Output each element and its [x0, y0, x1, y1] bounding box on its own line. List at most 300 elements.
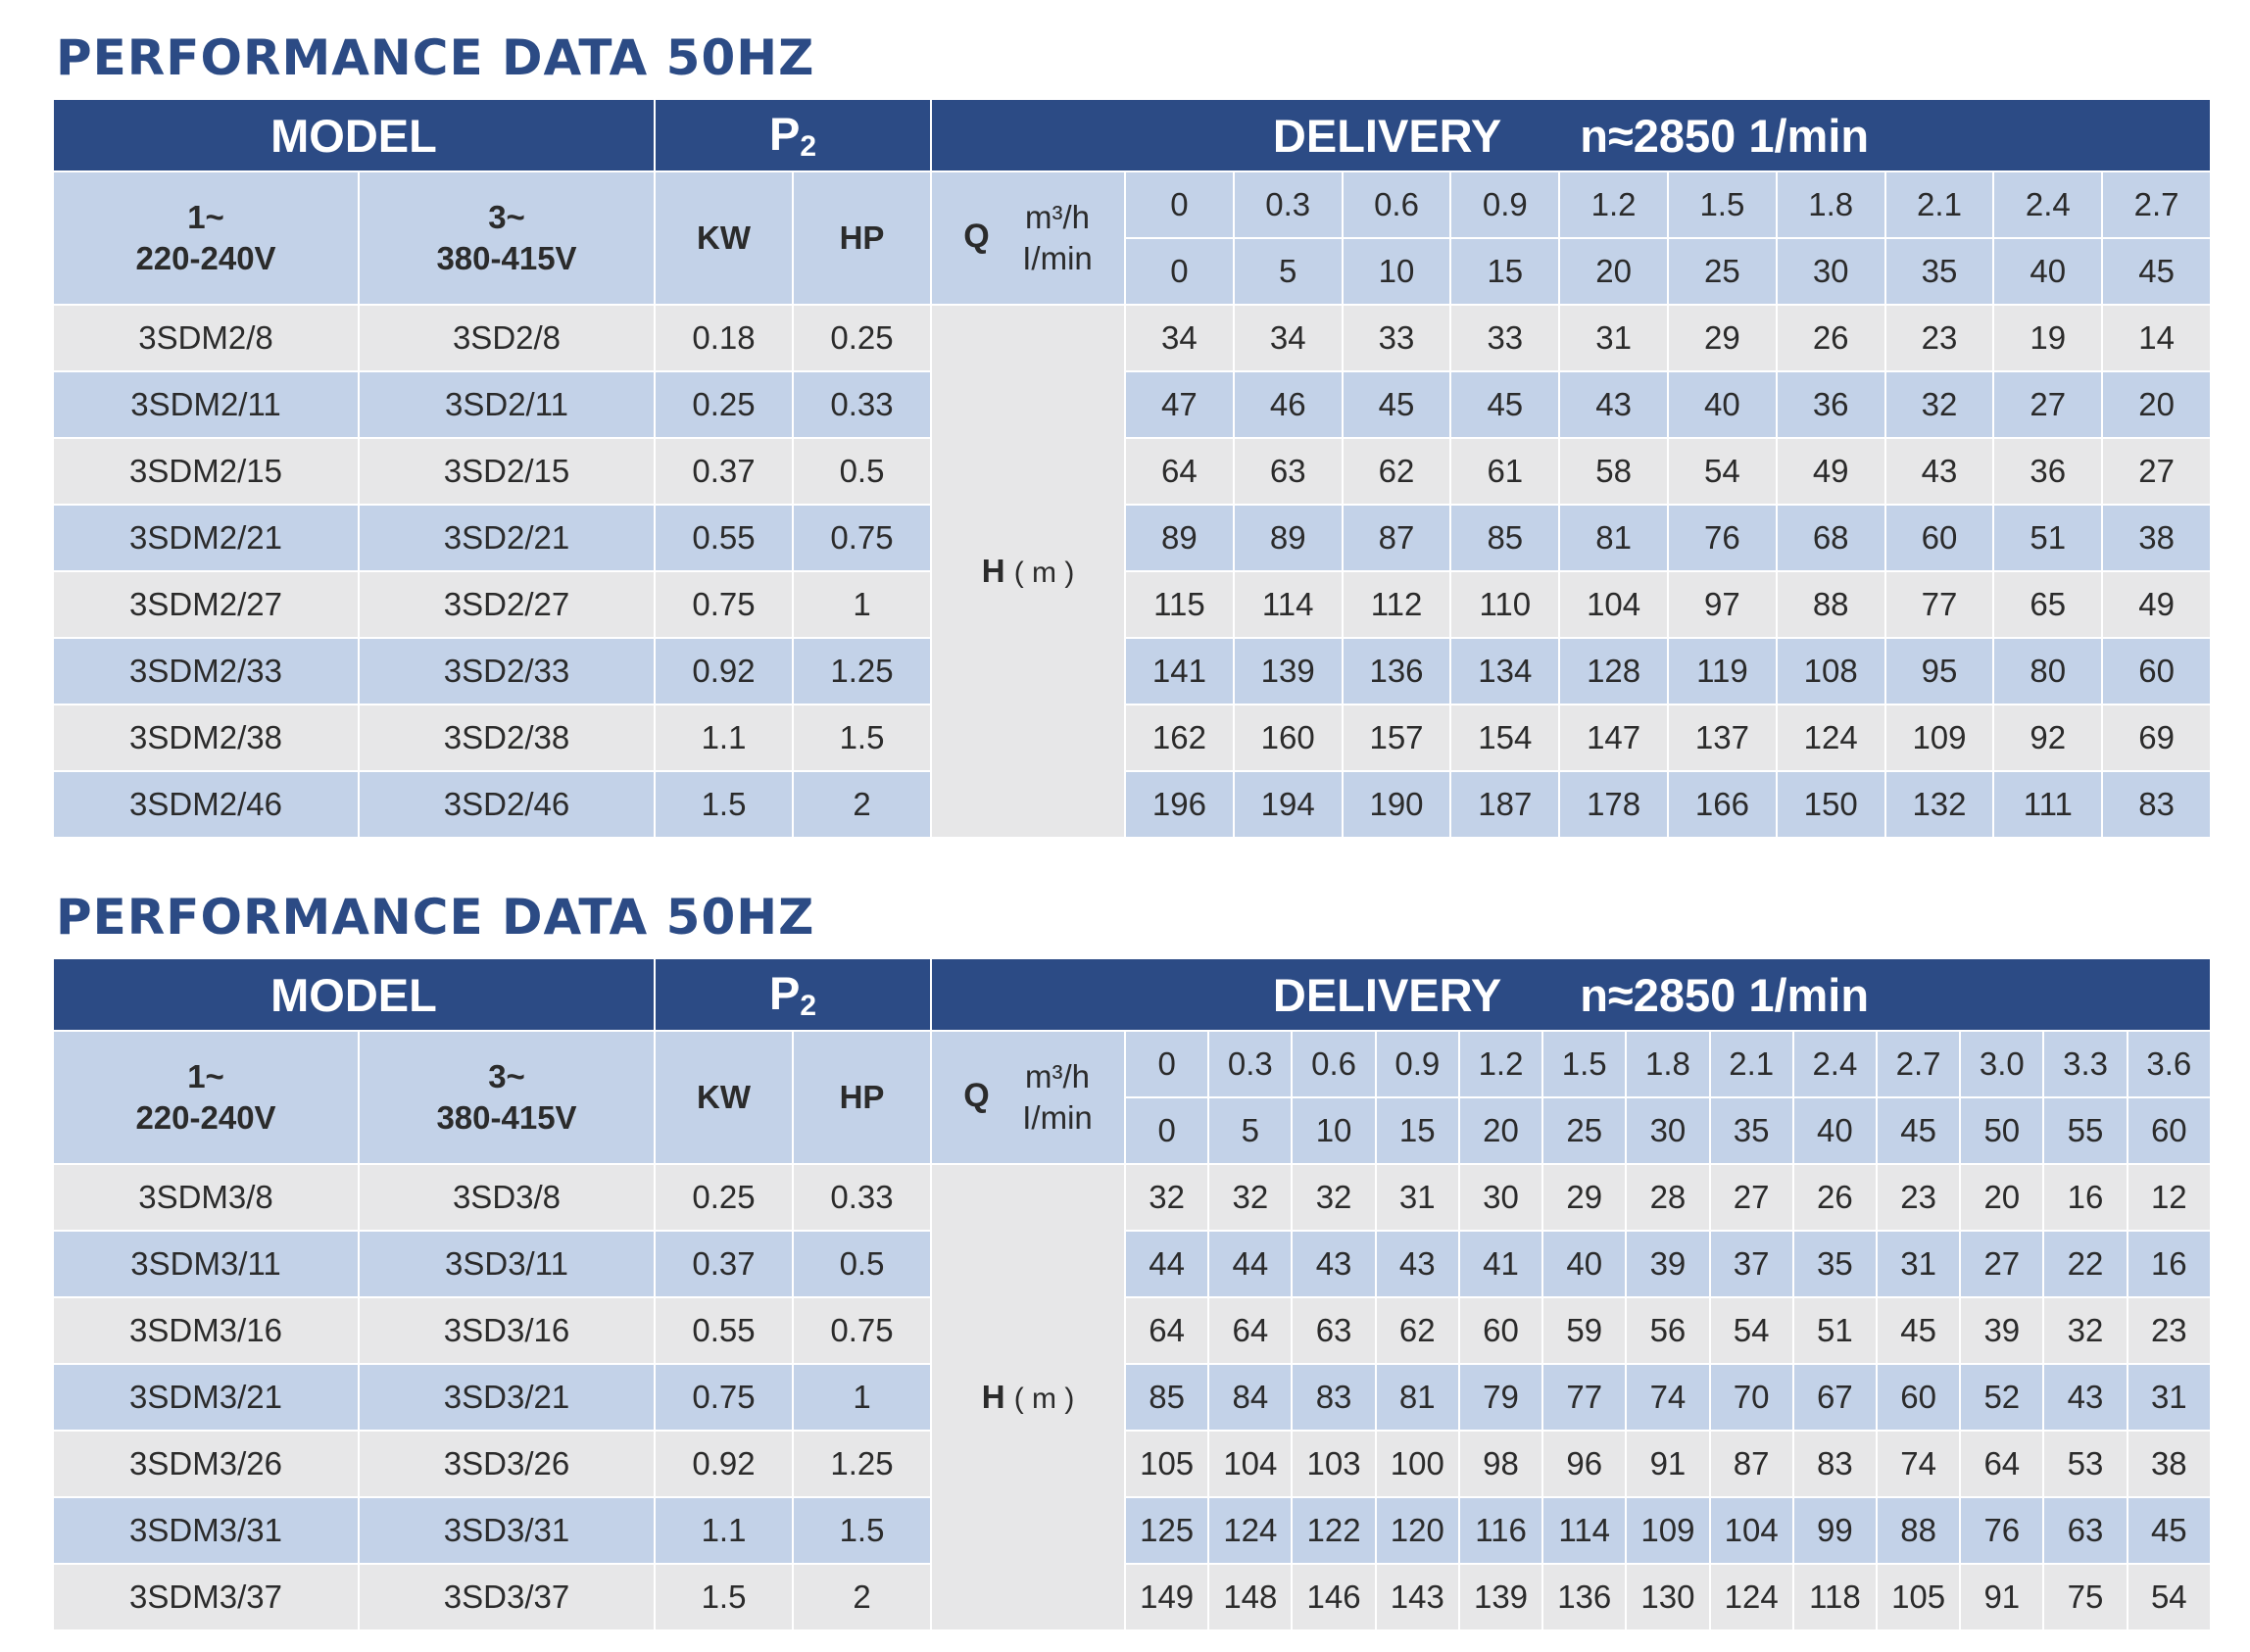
q-m3h-cell: 0.6	[1292, 1031, 1375, 1097]
kw-cell: 0.92	[655, 638, 793, 705]
head-value-cell: 60	[2102, 638, 2211, 705]
delivery-header	[931, 99, 2211, 171]
q-m3h-cell: 2.4	[1793, 1031, 1877, 1097]
table-row	[53, 438, 2211, 505]
kw-cell: 0.55	[655, 505, 793, 571]
kw-cell: 0.25	[655, 371, 793, 438]
head-value-cell: 41	[1459, 1231, 1542, 1297]
head-value-cell: 116	[1459, 1497, 1542, 1564]
performance-section-1	[52, 18, 2210, 839]
performance-table	[52, 957, 2212, 1631]
q-m3h-row	[53, 1031, 2211, 1097]
head-value-cell: 124	[1777, 705, 1885, 771]
head-value-cell: 58	[1559, 438, 1668, 505]
three-phase-model-cell: 3SD2/15	[359, 438, 655, 505]
head-value-cell: 143	[1376, 1564, 1459, 1630]
head-value-cell: 54	[2128, 1564, 2211, 1630]
head-value-cell: 51	[1793, 1297, 1877, 1364]
table-row	[53, 571, 2211, 638]
head-value-cell: 109	[1885, 705, 1994, 771]
performance-section-2	[52, 877, 2210, 1631]
head-value-cell: 32	[1125, 1164, 1208, 1231]
head-value-cell: 40	[1542, 1231, 1626, 1297]
single-phase-model-cell: 3SDM3/31	[53, 1497, 359, 1564]
head-value-cell: 67	[1793, 1364, 1877, 1431]
hp-cell: 1.5	[793, 705, 931, 771]
head-value-cell: 59	[1542, 1297, 1626, 1364]
q-lmin-cell: 5	[1208, 1097, 1292, 1164]
q-lmin-cell: 5	[1234, 238, 1343, 305]
section-title: PERFORMANCE DATA 50HZ	[56, 889, 815, 946]
q-m3h-cell: 0.9	[1450, 171, 1559, 238]
head-value-cell: 80	[1993, 638, 2102, 705]
head-value-cell: 110	[1450, 571, 1559, 638]
head-value-cell: 69	[2102, 705, 2211, 771]
speed-label: n≈2850 1/min	[1580, 109, 1870, 162]
section-title: PERFORMANCE DATA 50HZ	[56, 29, 815, 86]
single-phase-model-cell: 3SDM3/37	[53, 1564, 359, 1630]
head-value-cell: 20	[2102, 371, 2211, 438]
q-lmin-cell: 50	[1960, 1097, 2043, 1164]
head-value-cell: 35	[1793, 1231, 1877, 1297]
head-value-cell: 196	[1125, 771, 1234, 838]
q-m3h-cell: 3.0	[1960, 1031, 2043, 1097]
head-value-cell: 34	[1125, 305, 1234, 371]
table-row	[53, 1431, 2211, 1497]
three-phase-model-cell: 3SD3/31	[359, 1497, 655, 1564]
q-m3h-cell: 3.6	[2128, 1031, 2211, 1097]
hp-cell: 1.5	[793, 1497, 931, 1564]
q-header: Q m³/h I/min	[931, 1031, 1125, 1164]
q-lmin-cell: 20	[1559, 238, 1668, 305]
head-value-cell: 85	[1125, 1364, 1208, 1431]
single-phase-model-cell: 3SDM2/46	[53, 771, 359, 838]
head-value-cell: 60	[1459, 1297, 1542, 1364]
head-value-cell: 63	[2043, 1497, 2127, 1564]
head-value-cell: 91	[1960, 1564, 2043, 1630]
single-phase-model-cell: 3SDM2/8	[53, 305, 359, 371]
head-value-cell: 128	[1559, 638, 1668, 705]
table-body	[53, 958, 2211, 1630]
head-value-cell: 43	[1376, 1231, 1459, 1297]
head-value-cell: 74	[1877, 1431, 1960, 1497]
head-value-cell: 61	[1450, 438, 1559, 505]
head-value-cell: 56	[1626, 1297, 1709, 1364]
h-label-cell	[931, 1164, 1125, 1630]
q-lmin-cell: 40	[1993, 238, 2102, 305]
model-header: MODEL	[53, 99, 655, 171]
head-value-cell: 137	[1668, 705, 1777, 771]
head-value-cell: 77	[1542, 1364, 1626, 1431]
head-value-cell: 125	[1125, 1497, 1208, 1564]
head-value-cell: 105	[1125, 1431, 1208, 1497]
q-m3h-cell: 2.4	[1993, 171, 2102, 238]
head-value-cell: 104	[1710, 1497, 1793, 1564]
speed-label: n≈2850 1/min	[1580, 968, 1870, 1021]
q-m3h-cell: 0.6	[1343, 171, 1451, 238]
head-value-cell: 49	[1777, 438, 1885, 505]
q-m3h-cell: 1.8	[1626, 1031, 1709, 1097]
head-value-cell: 124	[1710, 1564, 1793, 1630]
q-lmin-cell: 40	[1793, 1097, 1877, 1164]
head-value-cell: 44	[1208, 1231, 1292, 1297]
head-value-cell: 43	[1292, 1231, 1375, 1297]
kw-cell: 0.75	[655, 1364, 793, 1431]
head-value-cell: 76	[1960, 1497, 2043, 1564]
single-phase-model-cell: 3SDM3/11	[53, 1231, 359, 1297]
head-value-cell: 187	[1450, 771, 1559, 838]
head-value-cell: 70	[1710, 1364, 1793, 1431]
head-value-cell: 19	[1993, 305, 2102, 371]
performance-table	[52, 98, 2212, 839]
head-value-cell: 23	[1877, 1164, 1960, 1231]
single-phase-model-cell: 3SDM2/15	[53, 438, 359, 505]
head-value-cell: 39	[1960, 1297, 2043, 1364]
head-value-cell: 33	[1343, 305, 1451, 371]
q-lmin-cell: 20	[1459, 1097, 1542, 1164]
three-phase-model-cell: 3SD3/16	[359, 1297, 655, 1364]
head-value-cell: 26	[1777, 305, 1885, 371]
head-value-cell: 150	[1777, 771, 1885, 838]
q-m3h-cell: 0	[1125, 171, 1234, 238]
head-value-cell: 64	[1125, 1297, 1208, 1364]
head-value-cell: 38	[2128, 1431, 2211, 1497]
head-value-cell: 160	[1234, 705, 1343, 771]
q-m3h-cell: 0	[1125, 1031, 1208, 1097]
delivery-label: DELIVERY	[1272, 109, 1502, 162]
single-phase-model-cell: 3SDM3/21	[53, 1364, 359, 1431]
head-value-cell: 100	[1376, 1431, 1459, 1497]
head-value-cell: 20	[1960, 1164, 2043, 1231]
head-value-cell: 136	[1542, 1564, 1626, 1630]
q-lmin-cell: 45	[1877, 1097, 1960, 1164]
three-phase-model-cell: 3SD3/37	[359, 1564, 655, 1630]
head-value-cell: 89	[1125, 505, 1234, 571]
h-unit: ( m )	[1013, 557, 1075, 589]
head-value-cell: 104	[1208, 1431, 1292, 1497]
head-value-cell: 112	[1343, 571, 1451, 638]
head-value-cell: 43	[1559, 371, 1668, 438]
head-value-cell: 27	[1960, 1231, 2043, 1297]
head-value-cell: 89	[1234, 505, 1343, 571]
q-lmin-cell: 0	[1125, 238, 1234, 305]
q-m3h-cell: 3.3	[2043, 1031, 2127, 1097]
head-value-cell: 83	[1292, 1364, 1375, 1431]
q-lmin-cell: 30	[1626, 1097, 1709, 1164]
hp-header: HP	[793, 171, 931, 305]
q-lmin-cell: 30	[1777, 238, 1885, 305]
head-value-cell: 79	[1459, 1364, 1542, 1431]
single-phase-model-cell: 3SDM2/33	[53, 638, 359, 705]
head-value-cell: 23	[2128, 1297, 2211, 1364]
head-value-cell: 75	[2043, 1564, 2127, 1630]
head-value-cell: 194	[1234, 771, 1343, 838]
table-body	[53, 99, 2211, 838]
head-value-cell: 115	[1125, 571, 1234, 638]
head-value-cell: 149	[1125, 1564, 1208, 1630]
head-value-cell: 62	[1376, 1297, 1459, 1364]
head-value-cell: 124	[1208, 1497, 1292, 1564]
single-phase-model-cell: 3SDM3/16	[53, 1297, 359, 1364]
head-value-cell: 39	[1626, 1231, 1709, 1297]
head-value-cell: 47	[1125, 371, 1234, 438]
q-m3h-cell: 1.5	[1542, 1031, 1626, 1097]
kw-cell: 0.55	[655, 1297, 793, 1364]
three-phase-model-cell: 3SD3/8	[359, 1164, 655, 1231]
head-value-cell: 122	[1292, 1497, 1375, 1564]
head-value-cell: 31	[1877, 1231, 1960, 1297]
head-value-cell: 114	[1234, 571, 1343, 638]
p2-header: P2	[655, 99, 931, 171]
hp-cell: 1	[793, 1364, 931, 1431]
q-m3h-cell: 0.3	[1234, 171, 1343, 238]
head-value-cell: 139	[1234, 638, 1343, 705]
head-value-cell: 76	[1668, 505, 1777, 571]
hp-cell: 0.75	[793, 1297, 931, 1364]
head-value-cell: 96	[1542, 1431, 1626, 1497]
head-value-cell: 157	[1343, 705, 1451, 771]
hp-cell: 2	[793, 1564, 931, 1630]
head-value-cell: 22	[2043, 1231, 2127, 1297]
head-value-cell: 108	[1777, 638, 1885, 705]
table-row	[53, 1164, 2211, 1231]
head-value-cell: 16	[2128, 1231, 2211, 1297]
delivery-header	[931, 958, 2211, 1031]
head-value-cell: 32	[1208, 1164, 1292, 1231]
head-value-cell: 60	[1885, 505, 1994, 571]
head-value-cell: 83	[1793, 1431, 1877, 1497]
head-value-cell: 32	[1885, 371, 1994, 438]
head-value-cell: 63	[1234, 438, 1343, 505]
head-value-cell: 162	[1125, 705, 1234, 771]
single-phase-model-cell: 3SDM2/21	[53, 505, 359, 571]
head-value-cell: 154	[1450, 705, 1559, 771]
head-value-cell: 23	[1885, 305, 1994, 371]
kw-cell: 0.18	[655, 305, 793, 371]
kw-cell: 0.75	[655, 571, 793, 638]
head-value-cell: 65	[1993, 571, 2102, 638]
three-phase-model-cell: 3SD2/21	[359, 505, 655, 571]
head-value-cell: 27	[2102, 438, 2211, 505]
head-value-cell: 44	[1125, 1231, 1208, 1297]
single-phase-model-cell: 3SDM2/38	[53, 705, 359, 771]
head-value-cell: 87	[1710, 1431, 1793, 1497]
hp-cell: 0.5	[793, 1231, 931, 1297]
q-lmin-cell: 0	[1125, 1097, 1208, 1164]
single-phase-model-cell: 3SDM2/27	[53, 571, 359, 638]
head-value-cell: 45	[1450, 371, 1559, 438]
kw-cell: 0.25	[655, 1164, 793, 1231]
head-value-cell: 54	[1710, 1297, 1793, 1364]
head-value-cell: 40	[1668, 371, 1777, 438]
head-value-cell: 95	[1885, 638, 1994, 705]
head-value-cell: 132	[1885, 771, 1994, 838]
table-row	[53, 1364, 2211, 1431]
h-label: H	[981, 1379, 1005, 1415]
head-value-cell: 146	[1292, 1564, 1375, 1630]
head-value-cell: 105	[1877, 1564, 1960, 1630]
head-value-cell: 14	[2102, 305, 2211, 371]
kw-cell: 1.1	[655, 1497, 793, 1564]
single-phase-model-cell: 3SDM2/11	[53, 371, 359, 438]
q-m3h-cell: 1.5	[1668, 171, 1777, 238]
table-row	[53, 305, 2211, 371]
head-value-cell: 97	[1668, 571, 1777, 638]
table-row	[53, 1231, 2211, 1297]
head-value-cell: 147	[1559, 705, 1668, 771]
three-phase-model-cell: 3SD2/27	[359, 571, 655, 638]
head-value-cell: 32	[2043, 1297, 2127, 1364]
header-row	[53, 99, 2211, 171]
head-value-cell: 85	[1450, 505, 1559, 571]
head-value-cell: 29	[1668, 305, 1777, 371]
head-value-cell: 148	[1208, 1564, 1292, 1630]
table-row	[53, 505, 2211, 571]
q-lmin-cell: 10	[1292, 1097, 1375, 1164]
head-value-cell: 84	[1208, 1364, 1292, 1431]
head-value-cell: 98	[1459, 1431, 1542, 1497]
head-value-cell: 54	[1668, 438, 1777, 505]
hp-cell: 1.25	[793, 638, 931, 705]
head-value-cell: 120	[1376, 1497, 1459, 1564]
kw-cell: 0.37	[655, 438, 793, 505]
head-value-cell: 27	[1993, 371, 2102, 438]
head-value-cell: 103	[1292, 1431, 1375, 1497]
head-value-cell: 139	[1459, 1564, 1542, 1630]
q-m3h-cell: 2.1	[1710, 1031, 1793, 1097]
head-value-cell: 88	[1777, 571, 1885, 638]
head-value-cell: 134	[1450, 638, 1559, 705]
table-row	[53, 638, 2211, 705]
head-value-cell: 178	[1559, 771, 1668, 838]
table-row	[53, 371, 2211, 438]
head-value-cell: 16	[2043, 1164, 2127, 1231]
head-value-cell: 119	[1668, 638, 1777, 705]
head-value-cell: 31	[1376, 1164, 1459, 1231]
three-phase-model-cell: 3SD2/8	[359, 305, 655, 371]
single-phase-header: 1~ 220-240V	[53, 171, 359, 305]
head-value-cell: 38	[2102, 505, 2211, 571]
hp-header: HP	[793, 1031, 931, 1164]
head-value-cell: 166	[1668, 771, 1777, 838]
head-value-cell: 87	[1343, 505, 1451, 571]
three-phase-model-cell: 3SD3/21	[359, 1364, 655, 1431]
p2-header: P2	[655, 958, 931, 1031]
head-value-cell: 130	[1626, 1564, 1709, 1630]
head-value-cell: 64	[1208, 1297, 1292, 1364]
head-value-cell: 91	[1626, 1431, 1709, 1497]
head-value-cell: 52	[1960, 1364, 2043, 1431]
hp-cell: 1	[793, 571, 931, 638]
head-value-cell: 92	[1993, 705, 2102, 771]
hp-cell: 0.25	[793, 305, 931, 371]
head-value-cell: 111	[1993, 771, 2102, 838]
model-header: MODEL	[53, 958, 655, 1031]
q-lmin-cell: 10	[1343, 238, 1451, 305]
three-phase-model-cell: 3SD2/38	[359, 705, 655, 771]
head-value-cell: 136	[1343, 638, 1451, 705]
three-phase-model-cell: 3SD2/46	[359, 771, 655, 838]
kw-cell: 1.5	[655, 771, 793, 838]
head-value-cell: 104	[1559, 571, 1668, 638]
table-row	[53, 1497, 2211, 1564]
head-value-cell: 74	[1626, 1364, 1709, 1431]
head-value-cell: 118	[1793, 1564, 1877, 1630]
q-m3h-cell: 2.7	[2102, 171, 2211, 238]
table-row	[53, 1564, 2211, 1630]
header-row	[53, 958, 2211, 1031]
q-m3h-cell: 2.7	[1877, 1031, 1960, 1097]
head-value-cell: 60	[1877, 1364, 1960, 1431]
head-value-cell: 109	[1626, 1497, 1709, 1564]
head-value-cell: 53	[2043, 1431, 2127, 1497]
head-value-cell: 30	[1459, 1164, 1542, 1231]
table-row	[53, 705, 2211, 771]
head-value-cell: 33	[1450, 305, 1559, 371]
q-m3h-row	[53, 171, 2211, 238]
q-m3h-cell: 1.8	[1777, 171, 1885, 238]
single-phase-header: 1~ 220-240V	[53, 1031, 359, 1164]
q-lmin-cell: 15	[1450, 238, 1559, 305]
hp-cell: 0.33	[793, 1164, 931, 1231]
head-value-cell: 43	[2043, 1364, 2127, 1431]
head-value-cell: 49	[2102, 571, 2211, 638]
kw-header: KW	[655, 171, 793, 305]
q-m3h-cell: 0.9	[1376, 1031, 1459, 1097]
head-value-cell: 141	[1125, 638, 1234, 705]
head-value-cell: 114	[1542, 1497, 1626, 1564]
q-lmin-cell: 15	[1376, 1097, 1459, 1164]
single-phase-model-cell: 3SDM3/8	[53, 1164, 359, 1231]
hp-cell: 0.75	[793, 505, 931, 571]
head-value-cell: 34	[1234, 305, 1343, 371]
head-value-cell: 29	[1542, 1164, 1626, 1231]
head-value-cell: 81	[1559, 505, 1668, 571]
three-phase-header: 3~ 380-415V	[359, 171, 655, 305]
head-value-cell: 27	[1710, 1164, 1793, 1231]
hp-cell: 2	[793, 771, 931, 838]
kw-header: KW	[655, 1031, 793, 1164]
head-value-cell: 190	[1343, 771, 1451, 838]
head-value-cell: 63	[1292, 1297, 1375, 1364]
q-lmin-cell: 60	[2128, 1097, 2211, 1164]
q-lmin-cell: 45	[2102, 238, 2211, 305]
q-lmin-cell: 55	[2043, 1097, 2127, 1164]
head-value-cell: 43	[1885, 438, 1994, 505]
three-phase-model-cell: 3SD2/33	[359, 638, 655, 705]
q-header: Q m³/h I/min	[931, 171, 1125, 305]
q-lmin-cell: 25	[1542, 1097, 1626, 1164]
delivery-label: DELIVERY	[1272, 968, 1502, 1021]
head-value-cell: 99	[1793, 1497, 1877, 1564]
head-value-cell: 64	[1125, 438, 1234, 505]
head-value-cell: 36	[1777, 371, 1885, 438]
head-value-cell: 45	[2128, 1497, 2211, 1564]
kw-cell: 0.92	[655, 1431, 793, 1497]
q-m3h-cell: 2.1	[1885, 171, 1994, 238]
head-value-cell: 37	[1710, 1231, 1793, 1297]
head-value-cell: 32	[1292, 1164, 1375, 1231]
hp-cell: 1.25	[793, 1431, 931, 1497]
q-lmin-cell: 35	[1710, 1097, 1793, 1164]
head-value-cell: 51	[1993, 505, 2102, 571]
table-row	[53, 1297, 2211, 1364]
head-value-cell: 77	[1885, 571, 1994, 638]
three-phase-model-cell: 3SD2/11	[359, 371, 655, 438]
head-value-cell: 31	[1559, 305, 1668, 371]
head-value-cell: 68	[1777, 505, 1885, 571]
head-value-cell: 88	[1877, 1497, 1960, 1564]
